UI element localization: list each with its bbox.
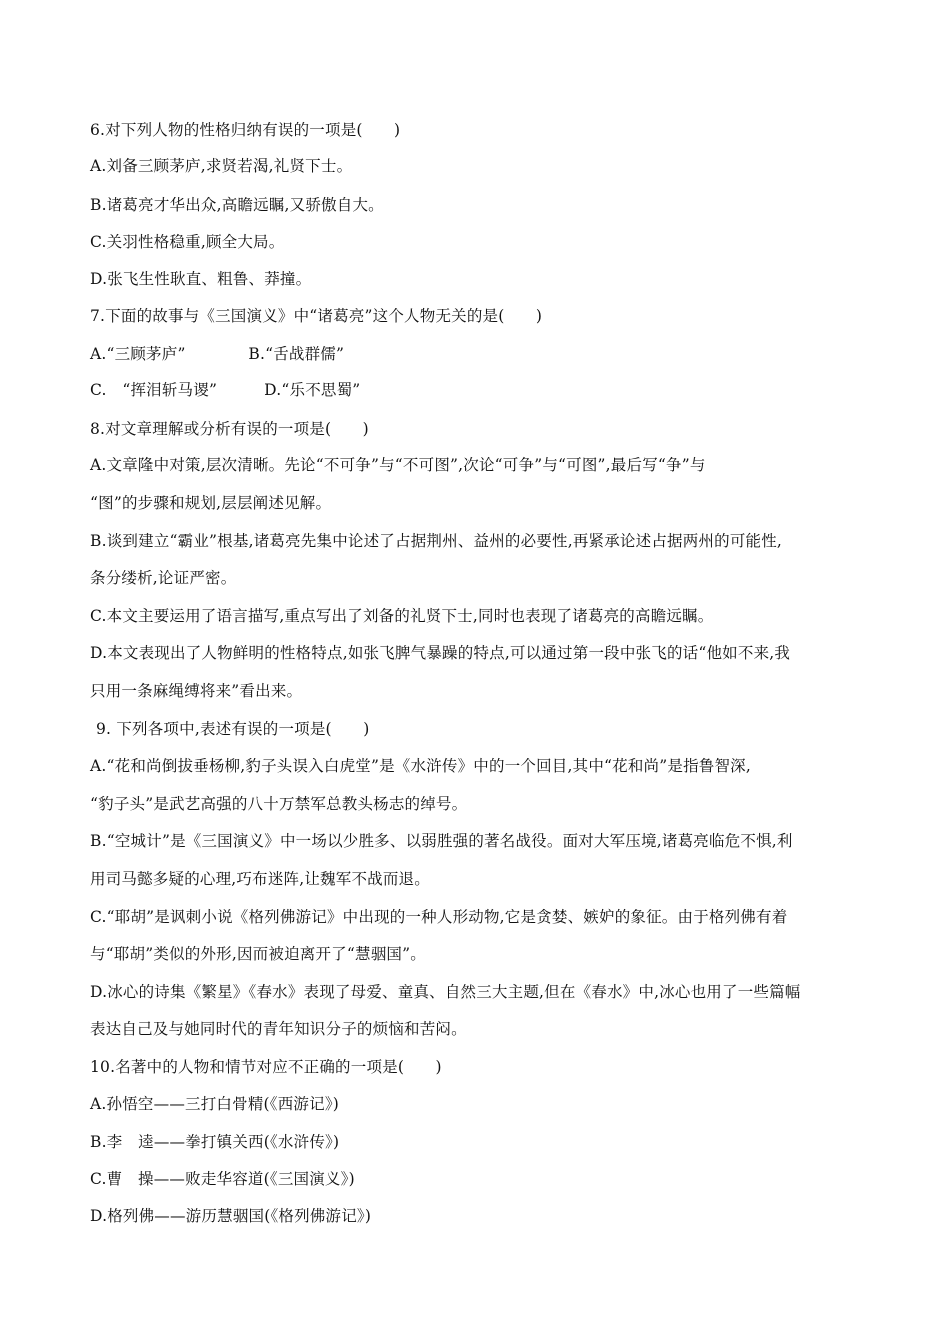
q6-option-b: B.诸葛亮才华出众,高瞻远瞩,又骄傲自大。 [90, 196, 384, 214]
q9-option-d-line1: D.冰心的诗集《繁星》《春水》表现了母爱、童真、自然三大主题,但在《春水》中,冰心也用了一些篇幅 [90, 983, 801, 1001]
q10-option-d: D.格列佛——游历慧骃国(《格列佛游记》) [90, 1207, 372, 1225]
q8-option-a-line2: “图”的步骤和规划,层层阐述见解。 [90, 494, 332, 512]
q10-option-a: A.孙悟空——三打白骨精(《西游记》) [90, 1095, 340, 1113]
q9-stem: 9. 下列各项中,表述有误的一项是( ) [96, 720, 370, 738]
q10-option-b: B.李 逵——拳打镇关西(《水浒传》) [90, 1133, 340, 1151]
q9-option-b-line1: B.“空城计”是《三国演义》中一场以少胜多、以弱胜强的著名战役。面对大军压境,诸葛亮临危不惧,利 [90, 832, 793, 850]
q8-stem: 8.对文章理解或分析有误的一项是( ) [90, 420, 369, 438]
q10-stem: 10.名著中的人物和情节对应不正确的一项是( ) [90, 1058, 442, 1076]
q9-option-a-line2: “豹子头”是武艺高强的八十万禁军总教头杨志的绰号。 [90, 795, 468, 813]
q9-option-a-line1: A.“花和尚倒拔垂杨柳,豹子头误入白虎堂”是《水浒传》中的一个回目,其中“花和尚”是指鲁智深, [90, 757, 752, 775]
q8-option-a-line1: A.文章隆中对策,层次清晰。先论“不可争”与“不可图”,次论“可争”与“可图”,最后写“争”与 [90, 456, 706, 474]
q7-options-ab: A.“三顾茅庐” B.“舌战群儒” [90, 345, 345, 363]
q8-option-d-line1: D.本文表现出了人物鲜明的性格特点,如张飞脾气暴躁的特点,可以通过第一段中张飞的话“他如不来,我 [90, 644, 791, 662]
q10-option-c: C.曹 操——败走华容道(《三国演义》) [90, 1170, 355, 1188]
q6-option-d: D.张飞生性耿直、粗鲁、莽撞。 [90, 270, 312, 288]
q8-option-b-line1: B.谈到建立“霸业”根基,诸葛亮先集中论述了占据荆州、益州的必要性,再紧承论述占据两州的可能性, [90, 532, 783, 550]
q6-option-a: A.刘备三顾茅庐,求贤若渴,礼贤下士。 [90, 157, 353, 175]
q9-option-b-line2: 用司马懿多疑的心理,巧布迷阵,让魏军不战而退。 [90, 870, 430, 888]
q8-option-c: C.本文主要运用了语言描写,重点写出了刘备的礼贤下士,同时也表现了诸葛亮的高瞻远瞩。 [90, 607, 714, 625]
q6-stem: 6.对下列人物的性格归纳有误的一项是( ) [90, 121, 401, 139]
q9-option-c-line2: 与“耶胡”类似的外形,因而被迫离开了“慧骃国”。 [90, 945, 426, 963]
q6-option-c: C.关羽性格稳重,顾全大局。 [90, 233, 285, 251]
q7-stem: 7.下面的故事与《三国演义》中“诸葛亮”这个人物无关的是( ) [90, 307, 543, 325]
q8-option-b-line2: 条分缕析,论证严密。 [90, 569, 237, 587]
q8-option-d-line2: 只用一条麻绳缚将来”看出来。 [90, 682, 303, 700]
q7-options-cd: C. “挥泪斩马谡” D.“乐不思蜀” [90, 381, 361, 399]
q9-option-c-line1: C.“耶胡”是讽刺小说《格列佛游记》中出现的一种人形动物,它是贪婪、嫉妒的象征。由于格列佛有着 [90, 908, 788, 926]
q9-option-d-line2: 表达自己及与她同时代的青年知识分子的烦恼和苦闷。 [90, 1020, 467, 1038]
